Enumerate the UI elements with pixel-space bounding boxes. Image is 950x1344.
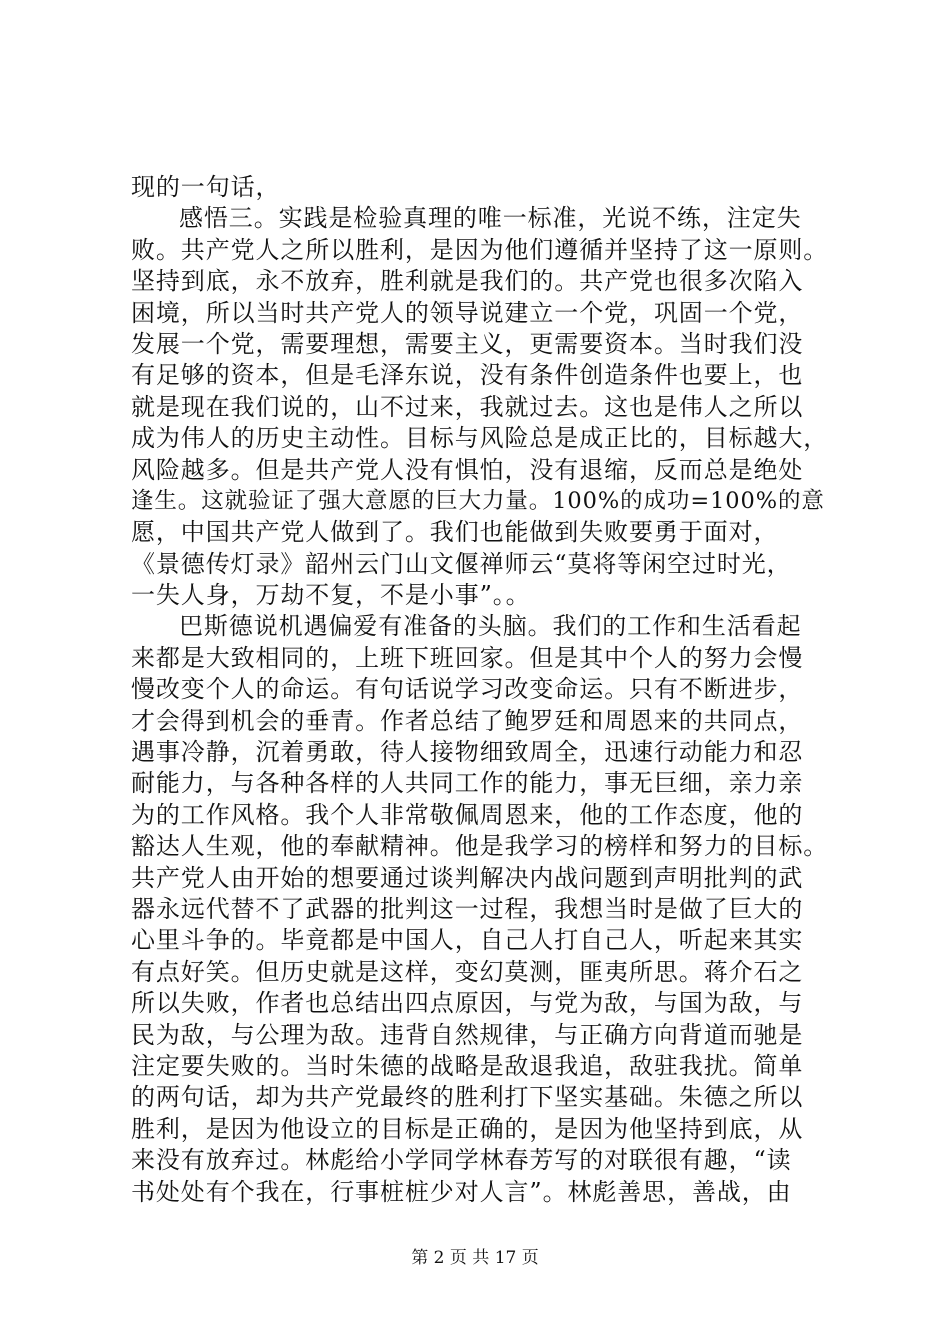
text-line: 发展一个党，需要理想，需要主义，更需要资本。当时我们没 <box>131 329 804 358</box>
text-line: 有点好笑。但历史就是这样，变幻莫测，匪夷所思。蒋介石之 <box>131 957 804 986</box>
text-line: 风险越多。但是共产党人没有惧怕，没有退缩，反而总是绝处 <box>131 455 804 484</box>
text-line: 来都是大致相同的，上班下班回家。但是其中个人的努力会慢 <box>131 643 804 672</box>
text-line: 的两句话，却为共产党最终的胜利打下坚实基础。朱德之所以 <box>131 1083 804 1112</box>
text-line: 耐能力，与各种各样的人共同工作的能力，事无巨细，亲力亲 <box>131 769 804 798</box>
text-line: 共产党人由开始的想要通过谈判解决内战问题到声明批判的武 <box>131 863 804 892</box>
text-line: 器永远代替不了武器的批判这一过程，我想当时是做了巨大的 <box>131 894 804 923</box>
body-text <box>131 172 831 1208</box>
text-line: 《景德传灯录》韶州云门山文偃禅师云“莫将等闲空过时光， <box>131 549 792 578</box>
text-line: 慢改变个人的命运。有句话说学习改变命运。只有不断进步， <box>131 675 804 704</box>
text-line: 逢生。这就验证了强大意愿的巨大力量。100%的成功=100%的意 <box>131 487 825 514</box>
text-line: 来没有放弃过。林彪给小学同学林春芳写的对联很有趣，“读 <box>131 1146 792 1175</box>
text-line: 为的工作风格。我个人非常敬佩周恩来，他的工作态度，他的 <box>131 800 804 829</box>
text-line: 就是现在我们说的，山不过来，我就过去。这也是伟人之所以 <box>131 392 804 421</box>
text-line: 一失人身，万劫不复，不是小事”。。 <box>131 581 531 610</box>
text-line: 豁达人生观，他的奉献精神。他是我学习的榜样和努力的目标。 <box>131 832 829 861</box>
text-line: 愿，中国共产党人做到了。我们也能做到失败要勇于面对， <box>131 518 779 547</box>
text-line: 心里斗争的。毕竟都是中国人，自己人打自己人，听起来其实 <box>131 926 804 955</box>
text-line: 民为敌，与公理为敌。违背自然规律，与正确方向背道而驰是 <box>131 1020 804 1049</box>
text-line: 成为伟人的历史主动性。目标与风险总是成正比的，目标越大， <box>131 424 829 453</box>
paragraph-start-line: 巴斯德说机遇偏爱有准备的头脑。我们的工作和生活看起 <box>179 612 802 641</box>
text-line: 坚持到底，永不放弃，胜利就是我们的。共产党也很多次陷入 <box>131 267 804 296</box>
text-line: 所以失败，作者也总结出四点原因，与党为敌，与国为敌，与 <box>131 989 804 1018</box>
text-line: 书处处有个我在，行事桩桩少对人言”。林彪善思，善战，由 <box>131 1177 792 1206</box>
text-line: 注定要失败的。当时朱德的战略是敌退我追，敌驻我扰。简单 <box>131 1051 804 1080</box>
paragraph-start-line: 感悟三。实践是检验真理的唯一标准，光说不练，注定失 <box>179 204 802 233</box>
text-line: 遇事冷静，沉着勇敢，待人接物细致周全，迅速行动能力和忍 <box>131 738 804 767</box>
text-line: 胜利，是因为他设立的目标是正确的，是因为他坚持到底，从 <box>131 1114 804 1143</box>
text-line: 现的一句话， <box>131 173 281 201</box>
text-line: 才会得到机会的垂青。作者总结了鲍罗廷和周恩来的共同点， <box>131 706 804 735</box>
text-line: 困境，所以当时共产党人的领导说建立一个党，巩固一个党， <box>131 298 804 327</box>
text-line: 有足够的资本，但是毛泽东说，没有条件创造条件也要上，也 <box>131 361 804 390</box>
text-line: 败。共产党人之所以胜利，是因为他们遵循并坚持了这一原则。 <box>131 235 829 264</box>
page-number-footer: 第 2 页 共 17 页 <box>411 1248 539 1268</box>
